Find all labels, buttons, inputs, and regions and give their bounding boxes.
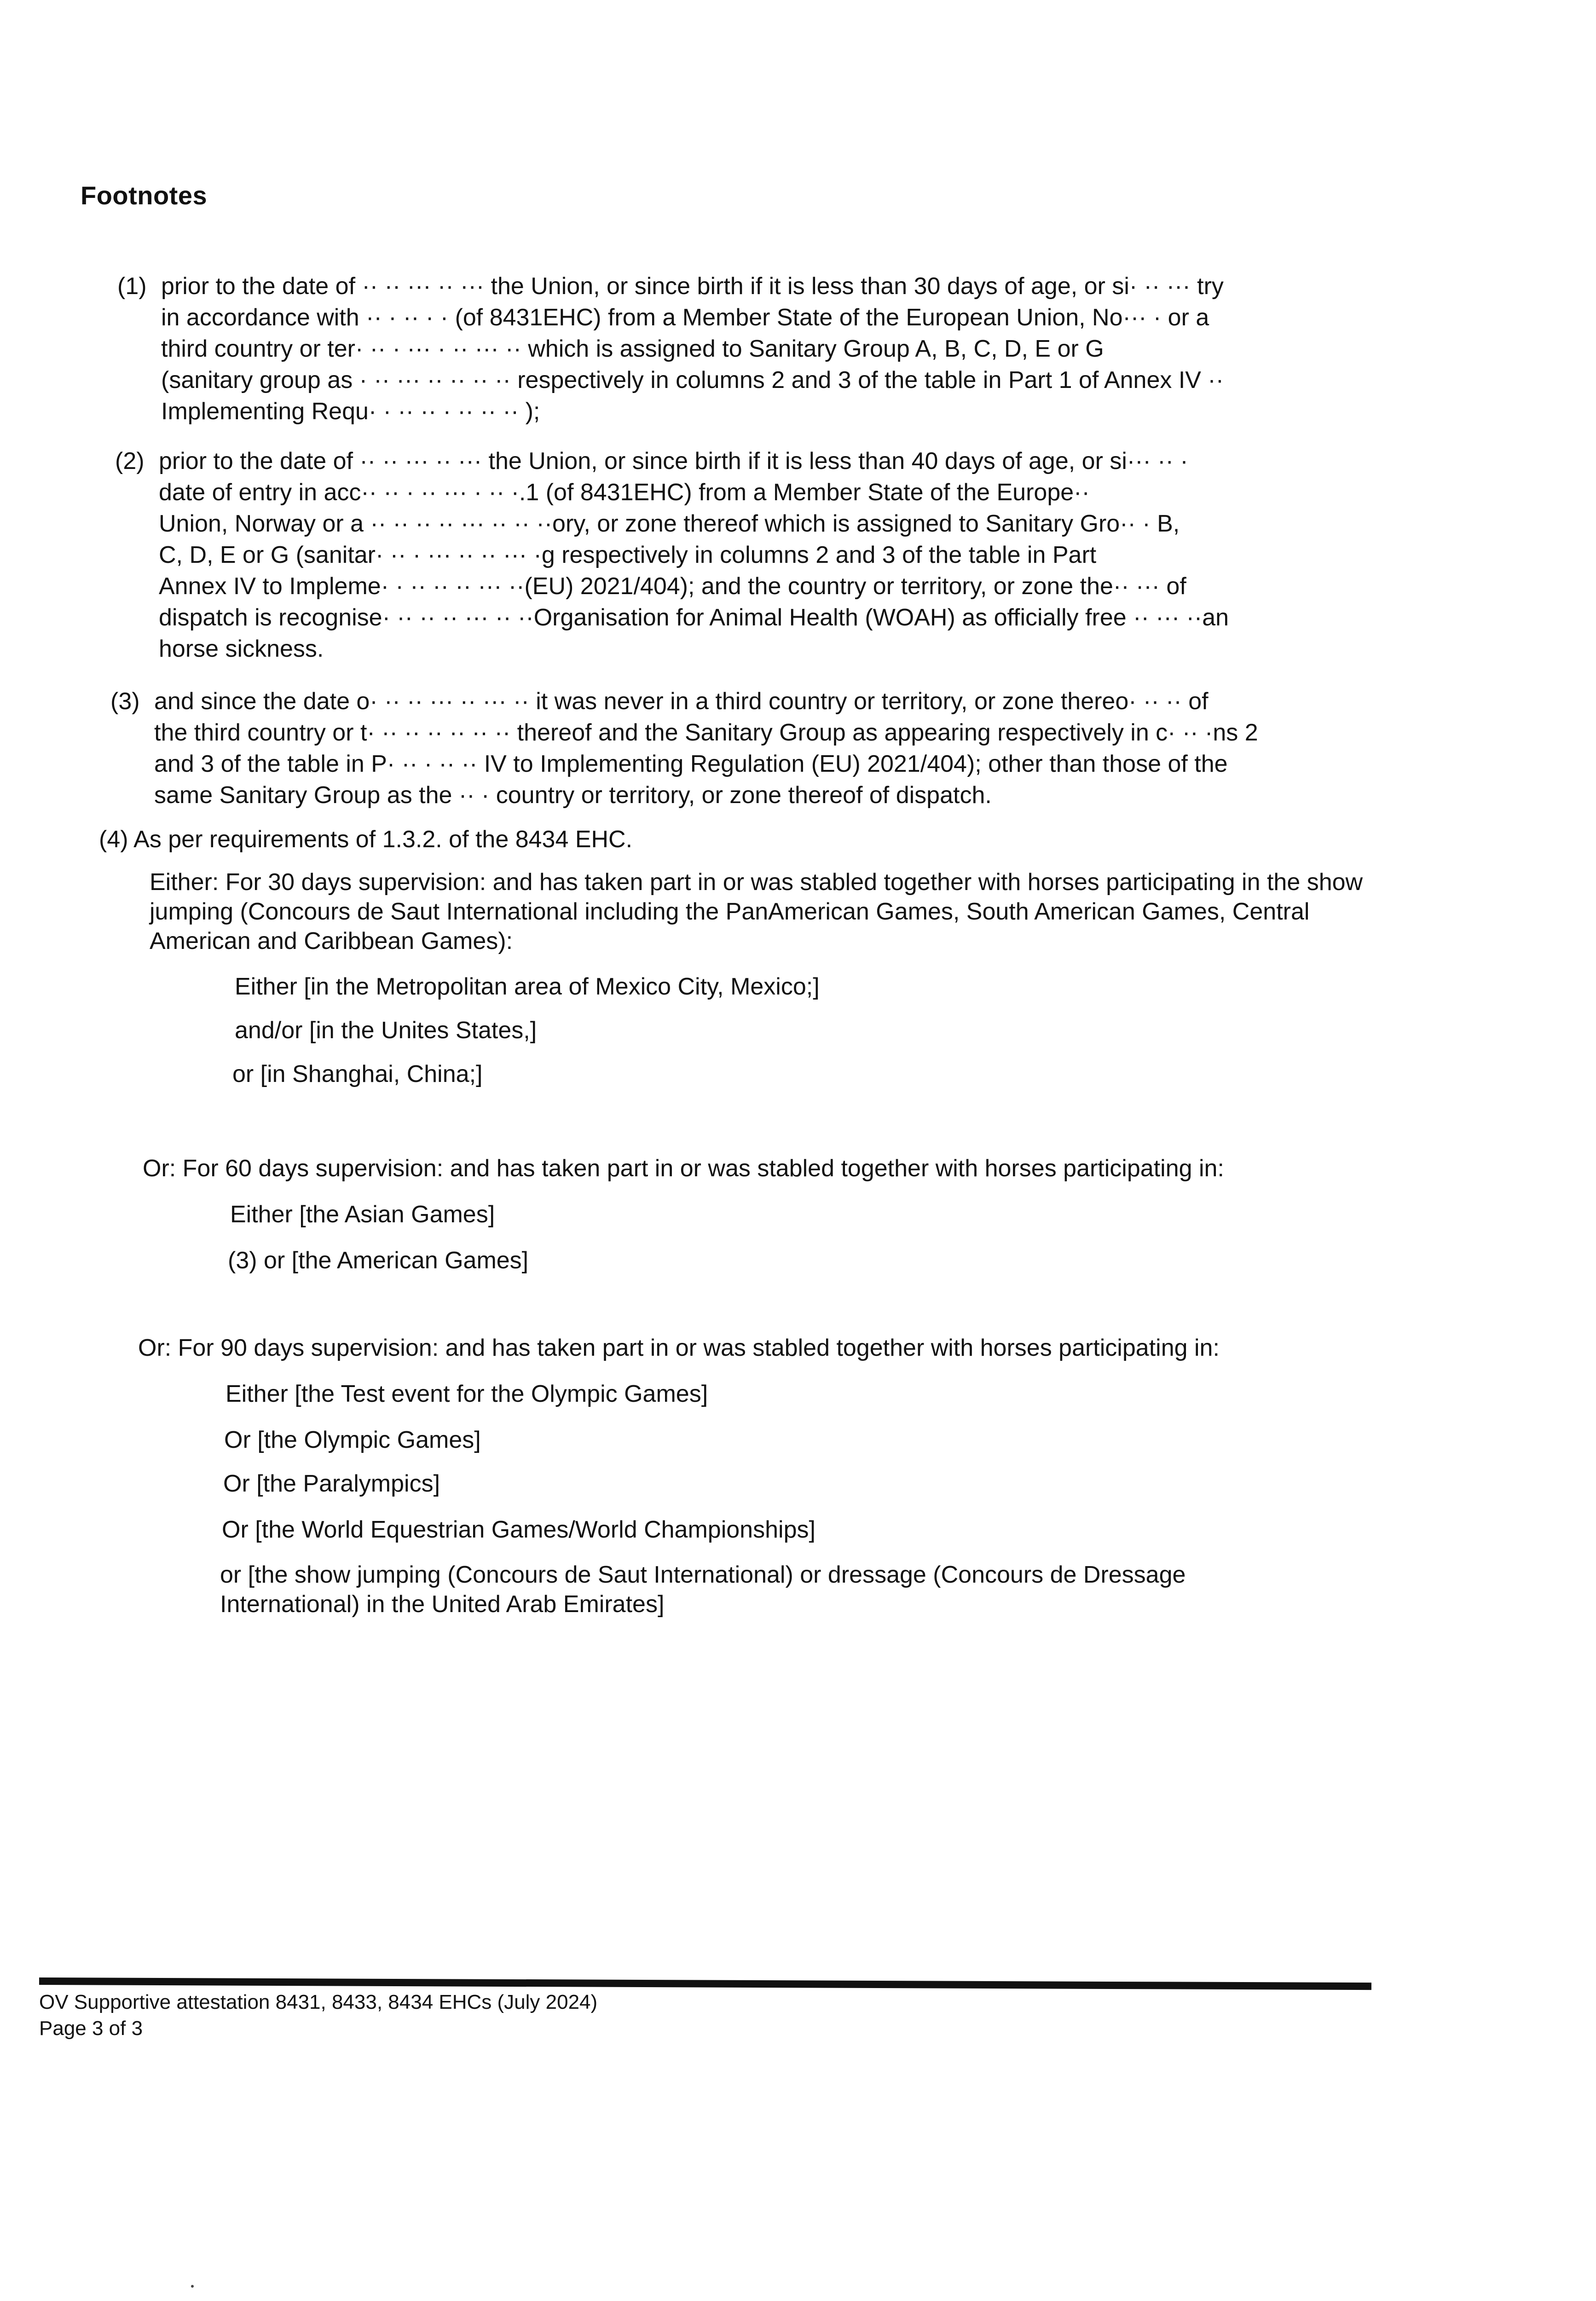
footer-page-number: Page 3 of 3 — [39, 2017, 143, 2040]
footnote-3 — [110, 686, 1427, 811]
footnote-line: the third country or t· ·· ·· ·· ·· ·· ·· thereof and the Sanitary Group as appearing respectively in c· ·· ·ns 2 — [154, 719, 1258, 746]
footnote-2 — [115, 445, 1431, 665]
footnote-1 — [117, 271, 1434, 427]
footnotes-heading: Footnotes — [81, 181, 208, 210]
footer-divider — [39, 1977, 1371, 1990]
footnote-line: horse sickness. — [159, 636, 324, 662]
footnote-line: Implementing Requ· · ·· ·· · ·· ·· ·· ); — [161, 398, 540, 425]
footnote-line: prior to the date of ·· ·· ··· ·· ··· the Union, or since birth if it is less than 30 days of age, or si· ·· ··· try — [161, 273, 1224, 300]
footer-title: OV Supportive attestation 8431, 8433, 8434 EHCs (July 2024) — [39, 1991, 598, 2013]
option-mexico-city: Either [in the Metropolitan area of Mexico City, Mexico;] — [235, 973, 820, 1000]
option-olympic-test-event: Either [the Test event for the Olympic Games] — [226, 1381, 708, 1407]
footnote-line: same Sanitary Group as the ·· · country or territory, or zone thereof of dispatch. — [154, 782, 992, 809]
footnote-line: C, D, E or G (sanitar· ·· · ··· ·· ·· ··· ·g respectively in columns 2 and 3 of the table in Part — [159, 542, 1097, 568]
footnote-line: Union, Norway or a ·· ·· ·· ·· ··· ·· ·· ··ory, or zone thereof which is assigned to Sanitary Gro·· · B, — [159, 510, 1180, 537]
footnote-number: (3) — [110, 688, 140, 715]
footnote-line: date of entry in acc·· ·· · ·· ··· · ·· ·.1 (of 8431EHC) from a Member State of the Europe·· — [159, 479, 1090, 506]
footnote-line: third country or ter· ·· · ··· · ·· ··· ·· which is assigned to Sanitary Group A, B, C, D, E or G — [161, 335, 1104, 362]
option-american-games: (3) or [the American Games] — [228, 1247, 529, 1274]
scan-speck — [191, 2285, 194, 2288]
supervision-30-days-lead: Either: For 30 days supervision: and has taken part in or was stabled together with horses participating in the show jumping (Concours de Saut International including the PanAmerican Games, South American Games, Central American and Caribbean Games): — [150, 869, 1363, 954]
option-world-equestrian-games: Or [the World Equestrian Games/World Championships] — [222, 1516, 815, 1543]
footnote-number: (2) — [115, 448, 145, 474]
option-uae-show-jumping-dressage: or [the show jumping (Concours de Saut International) or dressage (Concours de Dressage International) in the United Arab Emirates] — [220, 1561, 1186, 1618]
option-united-states: and/or [in the Unites States,] — [235, 1017, 537, 1044]
option-asian-games: Either [the Asian Games] — [230, 1201, 495, 1228]
footnote-line: prior to the date of ·· ·· ··· ·· ··· the Union, or since birth if it is less than 40 days of age, or si··· ·· · — [159, 448, 1188, 474]
footnote-number: (1) — [117, 273, 147, 300]
option-paralympics: Or [the Paralympics] — [223, 1470, 440, 1497]
footnote-line: and 3 of the table in P· ·· · ·· ·· IV to Implementing Regulation (EU) 2021/404); other than those of the — [154, 751, 1228, 777]
footnote-line: and since the date o· ·· ·· ··· ·· ··· ·· it was never in a third country or territory, or zone thereo· ·· ·· of — [154, 688, 1209, 715]
footnote-line: (sanitary group as · ·· ··· ·· ·· ·· ·· respectively in columns 2 and 3 of the table in Part 1 of Annex IV ·· — [161, 367, 1224, 393]
footnote-line: Annex IV to Impleme· · ·· ·· ·· ··· ··(EU) 2021/404); and the country or territory, or zone the·· ··· of — [159, 573, 1186, 600]
supervision-60-days-lead: Or: For 60 days supervision: and has taken part in or was stabled together with horses participating in: — [143, 1155, 1224, 1182]
option-olympic-games: Or [the Olympic Games] — [224, 1427, 481, 1453]
footnote-line: dispatch is recognise· ·· ·· ·· ··· ·· ··Organisation for Animal Health (WOAH) as officially free ·· ··· ··an — [159, 604, 1229, 631]
supervision-90-days-lead: Or: For 90 days supervision: and has taken part in or was stabled together with horses participating in: — [138, 1335, 1220, 1361]
option-shanghai: or [in Shanghai, China;] — [232, 1061, 483, 1087]
footnote-4-intro: (4) As per requirements of 1.3.2. of the 8434 EHC. — [99, 826, 633, 853]
footnote-line: in accordance with ·· · ·· · · (of 8431EHC) from a Member State of the European Union, No··· · or a — [161, 304, 1209, 331]
